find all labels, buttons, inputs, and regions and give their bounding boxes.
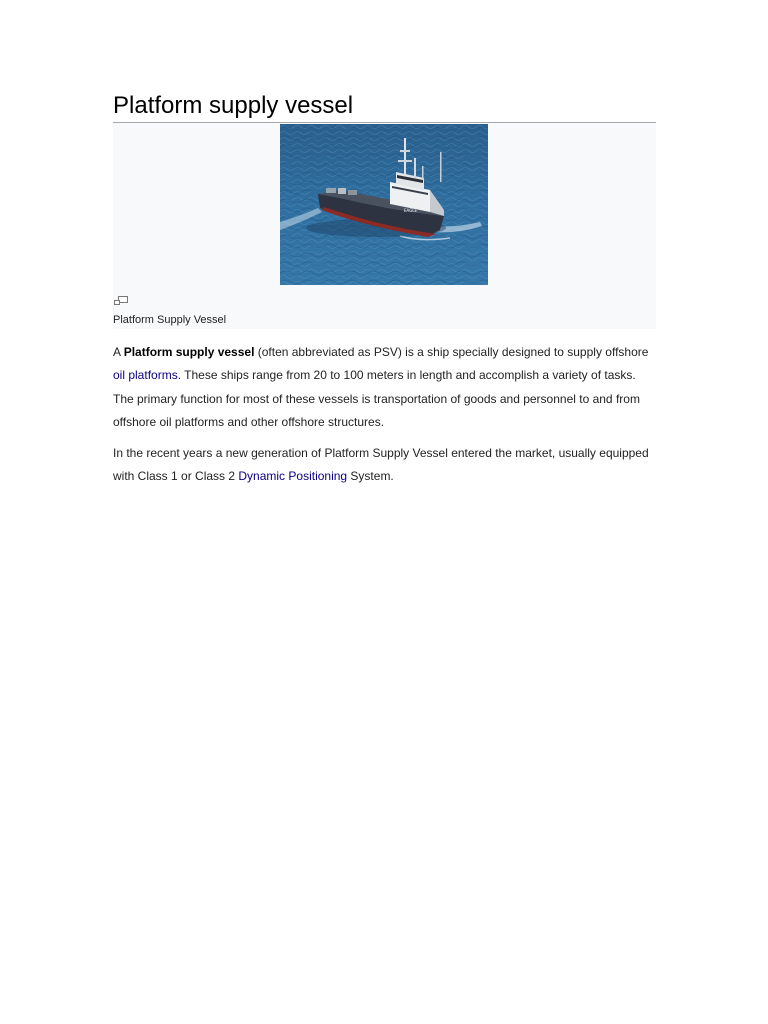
p2-rest: System. — [347, 469, 394, 484]
term-bold: Platform supply vessel — [123, 345, 255, 359]
p2-lead: In the recent years a new generation of Platform Supply Vessel entered the market, usually equipped with Class 1 or Class 2 — [113, 446, 649, 484]
paragraph-intro — [113, 341, 656, 434]
p1-lead: A — [113, 345, 124, 359]
p1-rest: . These ships range from 20 to 100 meters in length and accomplish a variety of tasks. The primary function for most of these vessels is transportation of goods and personnel to and from offshore oil platforms and other offshore structures. — [113, 368, 640, 429]
article — [113, 92, 656, 489]
oil-platforms-link[interactable]: oil platforms — [113, 368, 178, 383]
dynamic-positioning-link[interactable]: Dynamic Positioning — [238, 469, 348, 484]
p1-after-bold: (often abbreviated as PSV) is a ship specially designed to supply offshore — [254, 345, 649, 359]
thumbnail-figure — [113, 123, 656, 329]
magnify-clip-icon[interactable] — [114, 296, 128, 306]
paragraph-new-generation — [113, 442, 656, 489]
page-title: Platform supply vessel — [113, 92, 656, 123]
figure-caption: Platform Supply Vessel — [113, 314, 227, 326]
hull-marking: EAGLE — [404, 208, 418, 213]
ship-photo[interactable] — [280, 124, 488, 285]
